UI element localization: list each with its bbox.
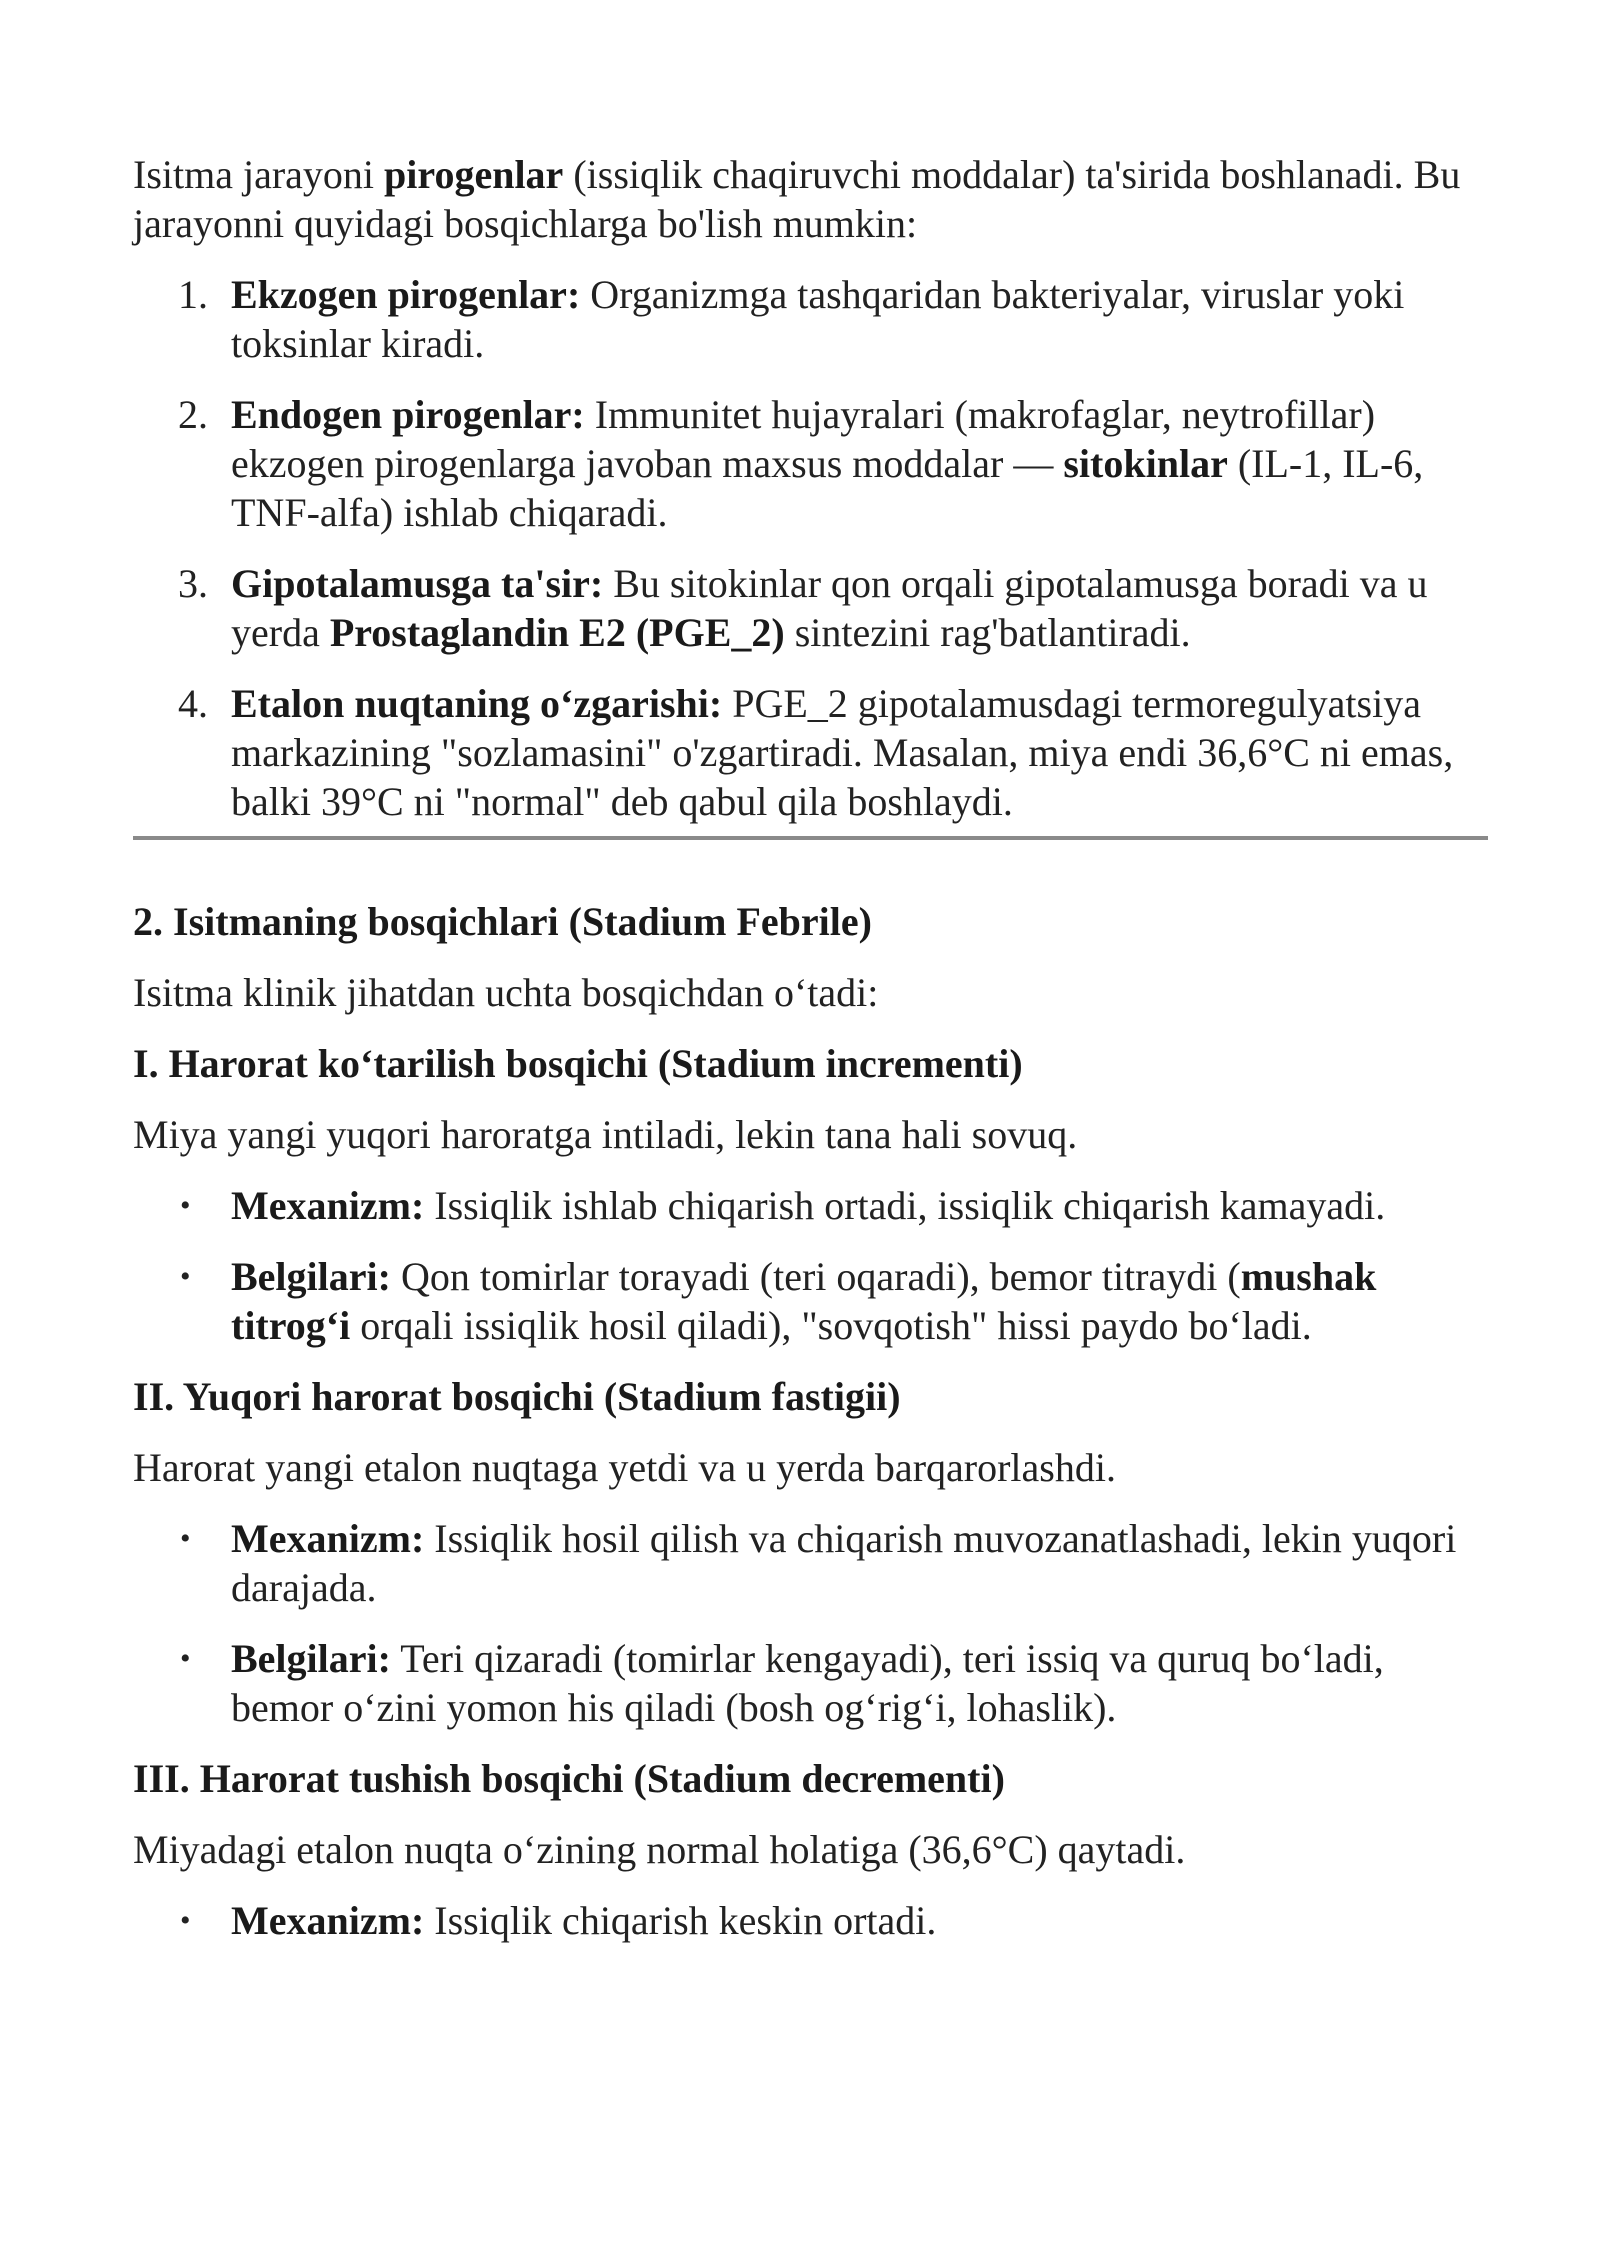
pyrogen-steps-list bbox=[133, 270, 1488, 826]
bullet-icon: • bbox=[180, 1189, 191, 1222]
stage-1-bullets bbox=[133, 1181, 1488, 1350]
intro-paragraph: Isitma jarayoni pirogenlar (issiqlik chaqiruvchi moddalar) ta'sirida boshlanadi. Bu jarayonni quyidagi bosqichlarga bo'lish mumkin: bbox=[133, 152, 1461, 246]
stage-2-bullets bbox=[133, 1514, 1488, 1732]
list-item: • Belgilari: Qon tomirlar torayadi (teri oqaradi), bemor titraydi (mushak titrogʻi orqali issiqlik hosil qiladi), "sovqotish" hissi paydo boʻladi. bbox=[180, 1254, 1377, 1348]
stage-1-description: Miya yangi yuqori haroratga intiladi, lekin tana hali sovuq. bbox=[133, 1112, 1078, 1157]
stage-3-description: Miyadagi etalon nuqta oʻzining normal holatiga (36,6°C) qaytadi. bbox=[133, 1827, 1186, 1872]
list-item: • Mexanizm: Issiqlik chiqarish keskin ortadi. bbox=[180, 1898, 937, 1943]
stage-3-heading: III. Harorat tushish bosqichi (Stadium decrementi) bbox=[133, 1756, 1005, 1801]
list-item: • Mexanizm: Issiqlik hosil qilish va chiqarish muvozanatlashadi, lekin yuqori darajada. bbox=[180, 1516, 1457, 1610]
stage-1-heading: I. Harorat koʻtarilish bosqichi (Stadium incrementi) bbox=[133, 1041, 1023, 1086]
list-item: 1. Ekzogen pirogenlar: Organizmga tashqaridan bakteriyalar, viruslar yoki toksinlar kiradi. bbox=[178, 272, 1405, 366]
section-heading: 2. Isitmaning bosqichlari (Stadium Febrile) bbox=[133, 899, 872, 944]
stage-3-bullets bbox=[133, 1896, 1488, 1945]
stage-2-description: Harorat yangi etalon nuqtaga yetdi va u yerda barqarorlashdi. bbox=[133, 1445, 1116, 1490]
list-item: 3. Gipotalamusga ta'sir: Bu sitokinlar qon orqali gipotalamusga boradi va u yerda Prostaglandin E2 (PGE_2) sintezini rag'batlantiradi. bbox=[178, 561, 1428, 655]
section-intro: Isitma klinik jihatdan uchta bosqichdan oʻtadi: bbox=[133, 970, 879, 1015]
list-item: • Belgilari: Teri qizaradi (tomirlar kengayadi), teri issiq va quruq boʻladi, bemor oʻzini yomon his qiladi (bosh ogʻrigʻi, lohaslik). bbox=[180, 1636, 1384, 1730]
stage-2-heading: II. Yuqori harorat bosqichi (Stadium fastigii) bbox=[133, 1374, 901, 1419]
horizontal-divider bbox=[133, 836, 1488, 840]
bullet-icon: • bbox=[180, 1904, 191, 1937]
list-item: • Mexanizm: Issiqlik ishlab chiqarish ortadi, issiqlik chiqarish kamayadi. bbox=[180, 1183, 1386, 1228]
list-item: 2. Endogen pirogenlar: Immunitet hujayralari (makrofaglar, neytrofillar) ekzogen pirogenlarga javoban maxsus moddalar — sitokinlar (IL-1, IL-6, TNF-alfa) ishlab chiqaradi. bbox=[178, 392, 1424, 535]
document-page bbox=[133, 150, 1488, 1945]
intro-bold-term: pirogenlar bbox=[384, 152, 564, 197]
bullet-icon: • bbox=[180, 1642, 191, 1675]
bullet-icon: • bbox=[180, 1522, 191, 1555]
bullet-icon: • bbox=[180, 1260, 191, 1293]
list-item: 4. Etalon nuqtaning oʻzgarishi: PGE_2 gipotalamusdagi termoregulyatsiya markazining "sozlamasini" o'zgartiradi. Masalan, miya endi 36,6°C ni emas, balki 39°C ni "normal" deb qabul qila boshlaydi. bbox=[178, 681, 1454, 824]
